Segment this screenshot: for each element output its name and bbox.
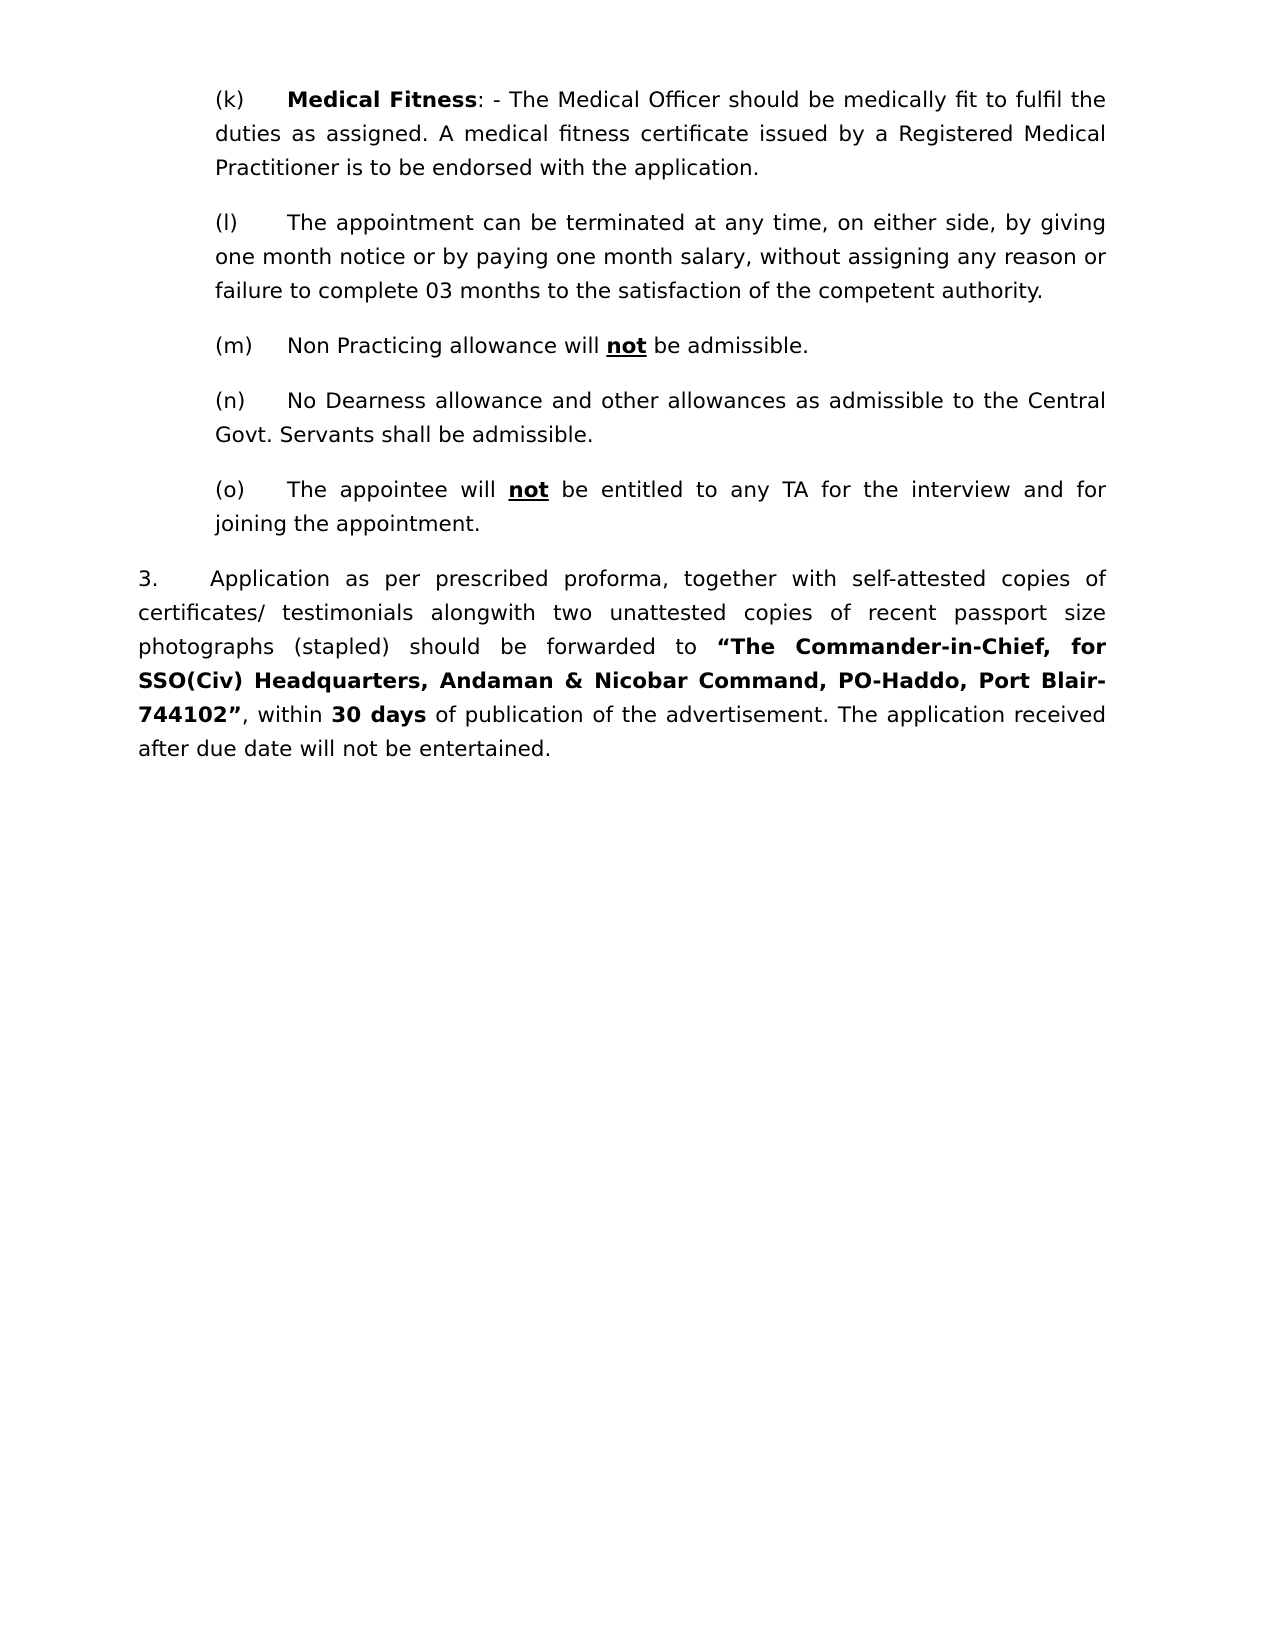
item-o-text-before: The appointee will xyxy=(287,478,509,503)
item-3-text-part1: Application as per prescribed proforma, together with self-attested copies of certificates/ testimonials alongwith two unattested copies of recent passport size photographs (stapled) should be forwarded to xyxy=(138,567,1106,660)
paragraph-item-m xyxy=(215,330,1106,364)
item-3-address-bold: “The Commander-in-Chief, for SSO(Civ) Headquarters, Andaman & Nicobar Command, PO-Haddo, Port Blair-744102” xyxy=(138,635,1106,728)
document-body xyxy=(138,84,1106,767)
paragraph-item-o xyxy=(215,474,1106,542)
item-label-m: (m) xyxy=(215,334,253,359)
item-n-body: No Dearness allowance and other allowances as admissible to the Central Govt. Servants shall be admissible. xyxy=(215,389,1106,448)
item-k-bold-lead: Medical Fitness xyxy=(287,88,478,113)
item-3-text-part3: of publication of the advertisement. The application received after due date will not be entertained. xyxy=(138,703,1107,762)
item-o-emphasis-not: not xyxy=(508,478,549,503)
item-m-emphasis-not: not xyxy=(606,334,647,359)
item-3-text-part2: , within xyxy=(241,703,332,728)
paragraph-item-k xyxy=(215,84,1106,186)
item-k-body: : - The Medical Officer should be medically fit to fulfil the duties as assigned. A medical fitness certificate issued by a Registered Medical Practitioner is to be endorsed with the application. xyxy=(215,88,1106,181)
paragraph-item-3 xyxy=(138,563,1106,767)
item-label-l: (l) xyxy=(215,211,238,236)
item-label-3: 3. xyxy=(138,567,159,592)
paragraph-item-l xyxy=(215,207,1106,309)
item-o-text-after: be entitled to any TA for the interview and for joining the appointment. xyxy=(215,478,1106,537)
item-label-k: (k) xyxy=(215,88,245,113)
item-m-text-after: be admissible. xyxy=(646,334,810,359)
paragraph-item-n xyxy=(215,385,1106,453)
item-label-o: (o) xyxy=(215,478,245,503)
item-label-n: (n) xyxy=(215,389,246,414)
item-l-body: The appointment can be terminated at any time, on either side, by giving one month notice or by paying one month salary, without assigning any reason or failure to complete 03 months to the satisfaction of the competent authority. xyxy=(215,211,1106,304)
item-3-days-bold: 30 days xyxy=(331,703,427,728)
item-m-text-before: Non Practicing allowance will xyxy=(287,334,607,359)
